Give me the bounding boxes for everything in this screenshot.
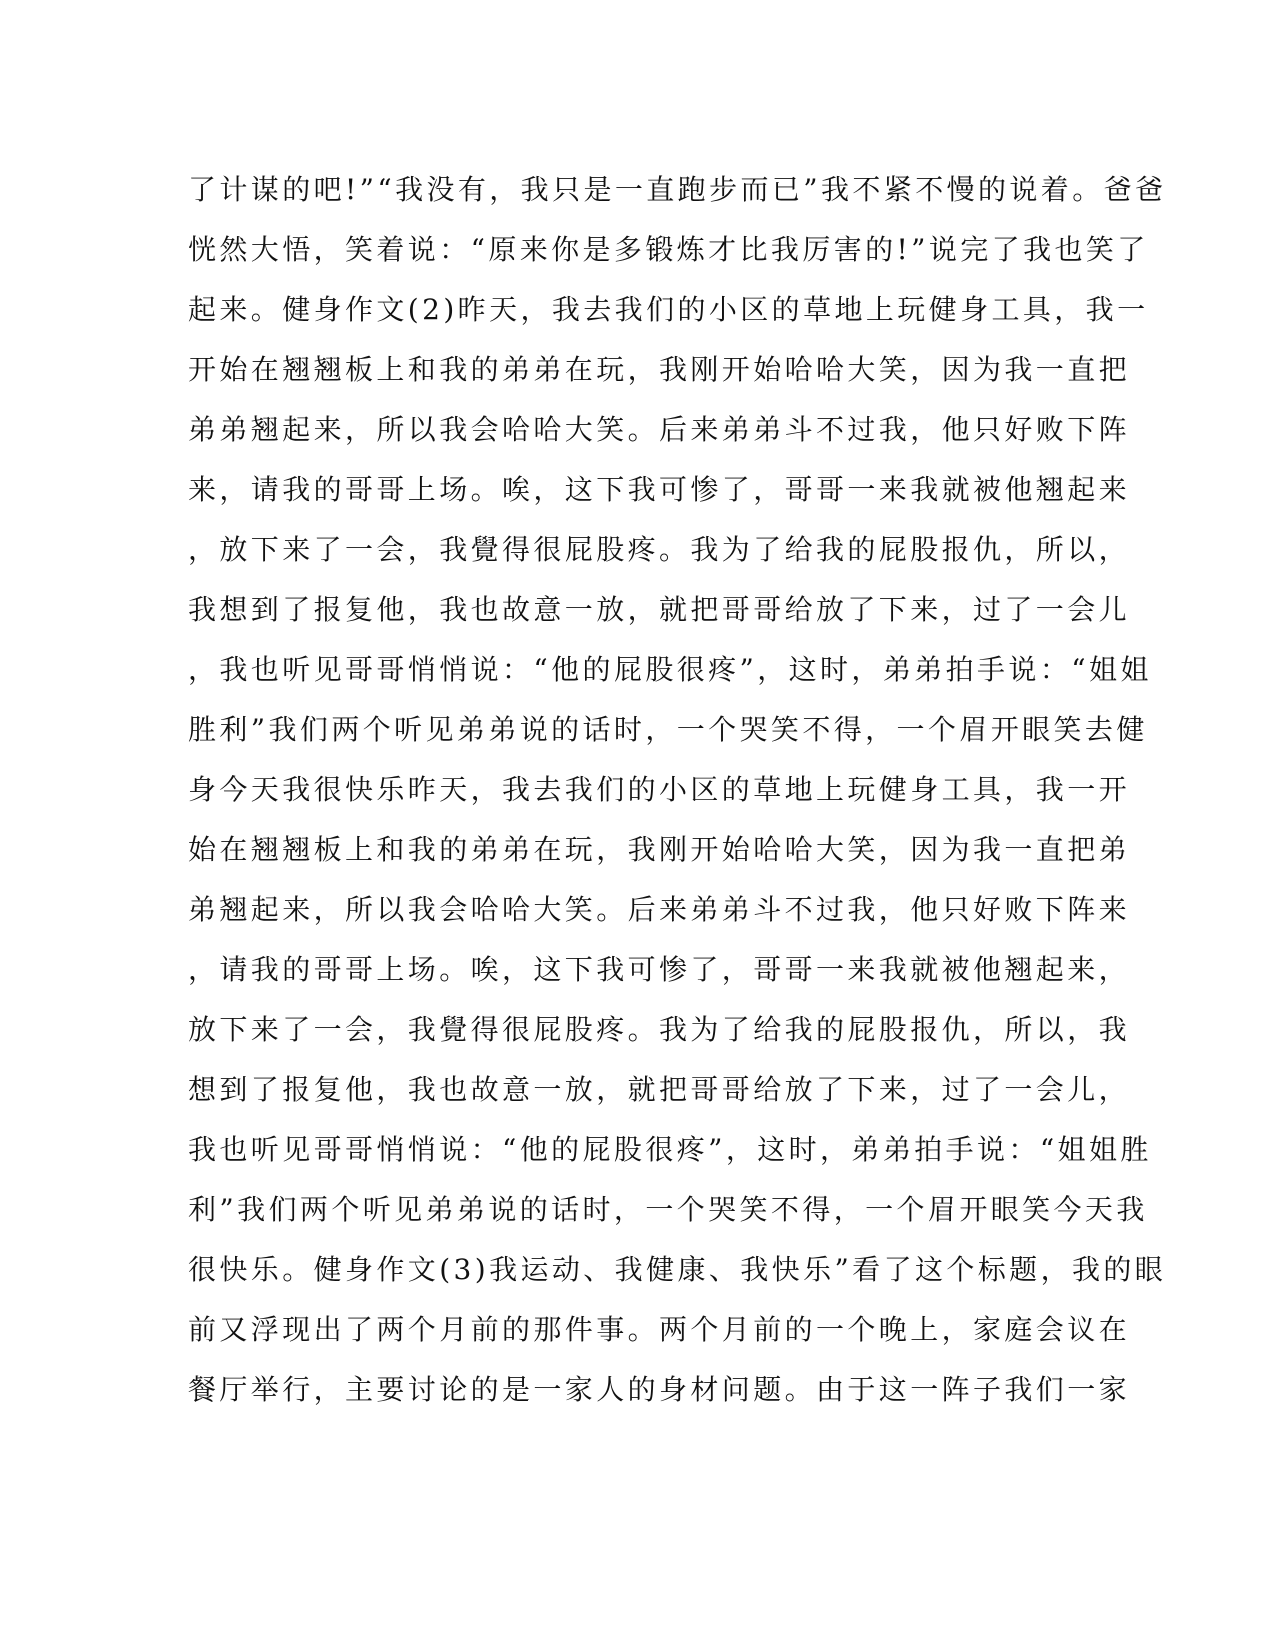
text-line: ，放下来了一会，我覺得很屁股疼。我为了给我的屁股报仇，所以，: [188, 533, 1131, 566]
text-line: 弟翘起来，所以我会哈哈大笑。后来弟弟斗不过我，他只好败下阵来: [188, 893, 1131, 926]
text-line: ，请我的哥哥上场。唉，这下我可惨了，哥哥一来我就被他翘起来，: [188, 953, 1131, 986]
text-line: 餐厅举行，主要讨论的是一家人的身材问题。由于这一阵子我们一家: [188, 1373, 1131, 1406]
text-line: 我想到了报复他，我也故意一放，就把哥哥给放了下来，过了一会儿: [188, 593, 1131, 626]
text-line: 始在翘翘板上和我的弟弟在玩，我刚开始哈哈大笑，因为我一直把弟: [188, 833, 1131, 866]
text-line: 来，请我的哥哥上场。唉，这下我可惨了，哥哥一来我就被他翘起来: [188, 473, 1131, 506]
text-line: 了计谋的吧!”“我没有，我只是一直跑步而已”我不紧不慢的说着。爸爸: [188, 173, 1167, 206]
text-line: 开始在翘翘板上和我的弟弟在玩，我刚开始哈哈大笑，因为我一直把: [188, 353, 1131, 386]
text-line: 我也听见哥哥悄悄说：“他的屁股很疼”，这时，弟弟拍手说：“姐姐胜: [188, 1133, 1152, 1166]
text-line: 恍然大悟，笑着说：“原来你是多锻炼才比我厉害的!”说完了我也笑了: [188, 233, 1149, 266]
text-line: ，我也听见哥哥悄悄说：“他的屁股很疼”，这时，弟弟拍手说：“姐姐: [188, 653, 1152, 686]
text-line: 前又浮现出了两个月前的那件事。两个月前的一个晚上，家庭会议在: [188, 1313, 1131, 1346]
text-line: 胜利”我们两个听见弟弟说的话时，一个哭笑不得，一个眉开眼笑去健: [188, 713, 1148, 746]
text-line: 想到了报复他，我也故意一放，就把哥哥给放了下来，过了一会儿，: [188, 1073, 1131, 1106]
text-line: 放下来了一会，我覺得很屁股疼。我为了给我的屁股报仇，所以，我: [188, 1013, 1131, 1046]
text-line: 利”我们两个听见弟弟说的话时，一个哭笑不得，一个眉开眼笑今天我: [188, 1193, 1148, 1226]
body-text: [188, 160, 1167, 1420]
text-line: 身今天我很快乐昨天，我去我们的小区的草地上玩健身工具，我一开: [188, 773, 1131, 806]
text-line: 弟弟翘起来，所以我会哈哈大笑。后来弟弟斗不过我，他只好败下阵: [188, 413, 1131, 446]
text-line: 很快乐。健身作文(3)我运动、我健康、我快乐”看了这个标题，我的眼: [188, 1253, 1167, 1286]
text-line: 起来。健身作文(2)昨天，我去我们的小区的草地上玩健身工具，我一: [188, 293, 1149, 326]
